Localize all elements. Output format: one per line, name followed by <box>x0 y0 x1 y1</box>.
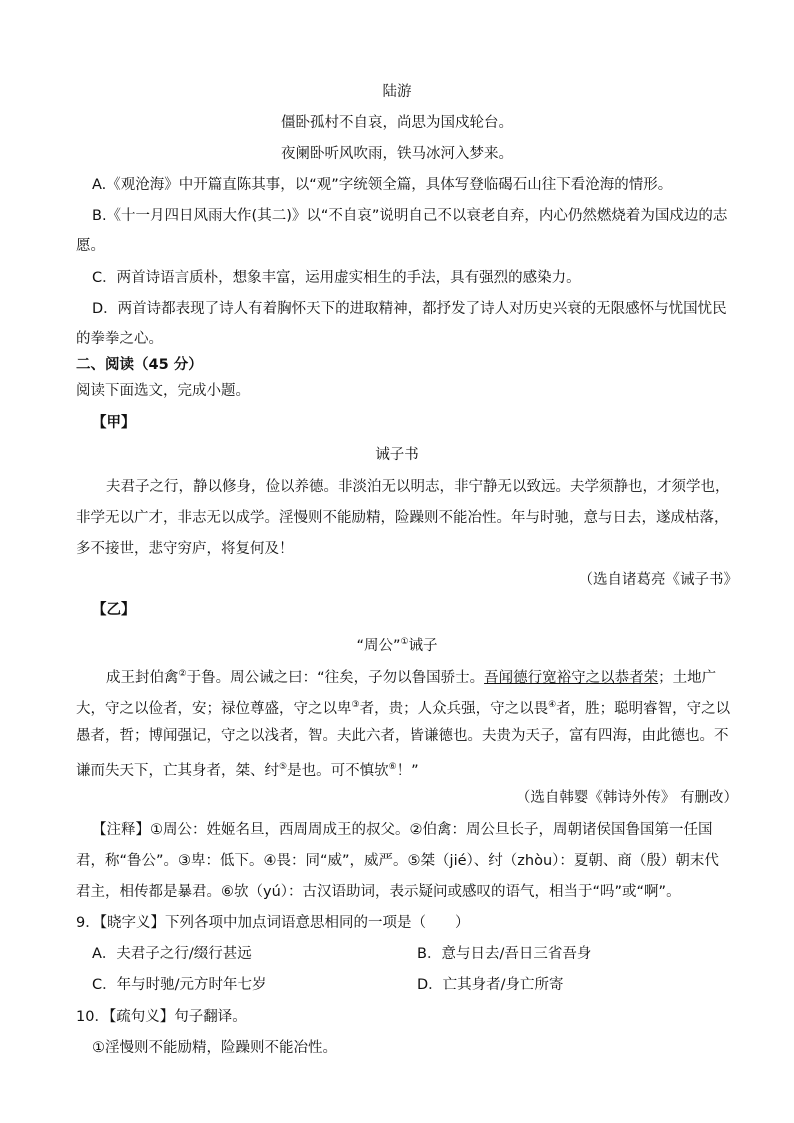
question-9-stem: 9．【晓字义】下列各项中加点词语意思相同的一项是（ ） <box>76 915 470 931</box>
option-d-line-2: 的拳拳之心。 <box>76 331 163 347</box>
passage-yi-paragraph-line-3: 愚者，哲；博闻强记，守之以浅者，智。夫此六者，皆谦德也。夫贵为天子，富有四海，由此德也。不 <box>76 728 729 744</box>
passage-yi-paragraph-line-1: 成王封伯禽②于鲁。周公诫之曰：“往矣，子勿以鲁国骄士。吾闻德行宽裕守之以恭者荣；土地广 <box>106 669 717 686</box>
section-instruction: 阅读下面选文，完成小题。 <box>76 383 250 399</box>
option-b-line-2: 愿。 <box>76 238 105 254</box>
poem-line-2: 夜阑卧听风吹雨，铁马冰河入梦来。 <box>281 146 513 162</box>
passage-yi-paragraph-line-4: 谦而失天下，亡其身者，桀、纣⑤是也。可不慎欤⑥！” <box>76 762 419 779</box>
passage-yi-source: （选自韩婴《韩诗外传》 有删改） <box>515 790 738 806</box>
annotation-line-1: 【注释】①周公：姓姬名旦，西周周成王的叔父。②伯禽：周公旦长子，周朝诸侯国鲁国第一任国 <box>92 822 713 838</box>
annotation-line-2: 君，称“鲁公”。③卑：低下。④畏：同“威”，威严。⑤桀（jié）、纣（zhòu）：夏朝、商（殷）朝末代 <box>76 853 719 869</box>
question-10-item-1: ①淫慢则不能励精，险躁则不能冶性。 <box>92 1040 337 1056</box>
passage-jia-source: （选自诸葛亮《诫子书》 <box>578 572 738 588</box>
passage-yi-paragraph-line-2: 大，守之以俭者，安；禄位尊盛，守之以卑③者，贵；人众兵强，守之以畏④者，胜；聪明睿智，守之以 <box>76 700 731 717</box>
question-9-option-b: B．意与日去/吾日三省吾身 <box>417 946 592 962</box>
option-c: C．两首诗语言质朴，想象丰富，运用虚实相生的手法，具有强烈的感染力。 <box>92 270 581 286</box>
question-9-option-d: D．亡其身者/身亡所寄 <box>417 977 564 993</box>
option-d-line-1: D．两首诗都表现了诗人有着胸怀天下的进取精神，都抒发了诗人对历史兴衰的无限感怀与忧国忧民 <box>92 301 727 317</box>
question-9-option-a: A．夫君子之行/缀行甚远 <box>92 946 252 962</box>
question-10-stem: 10．【疏句义】句子翻译。 <box>76 1009 247 1025</box>
passage-yi-title: “周公”①诫子 <box>356 637 438 654</box>
annotation-line-3: 君主，相传都是暴君。⑥欤（yú）：古汉语助词，表示疑问或感叹的语气，相当于“吗”或“啊”。 <box>76 884 681 900</box>
section-heading: 二、阅读（45 分） <box>76 357 203 373</box>
passage-jia-paragraph-line-1: 夫君子之行，静以修身，俭以养德。非淡泊无以明志，非宁静无以致远。夫学须静也，才须学也， <box>106 479 730 495</box>
passage-jia-paragraph-line-2: 非学无以广才，非志无以成学。淫慢则不能励精，险躁则不能冶性。年与时驰，意与日去，遂成枯落， <box>76 510 729 526</box>
option-a: A.《观沧海》中开篇直陈其事，以“观”字统领全篇，具体写登临碣石山往下看沧海的情形。 <box>92 177 673 193</box>
poem-author: 陆游 <box>382 84 412 100</box>
option-b-line-1: B.《十一月四日风雨大作(其二)》以“不自哀”说明自己不以衰老自弃，内心仍然燃烧着为国戍边的志 <box>92 208 728 224</box>
passage-yi-marker: 【乙】 <box>92 602 136 618</box>
passage-jia-paragraph-line-3: 多不接世，悲守穷庐，将复何及！ <box>76 541 294 557</box>
passage-jia-title: 诫子书 <box>375 447 419 463</box>
poem-line-1: 僵卧孤村不自哀，尚思为国戍轮台。 <box>281 115 513 131</box>
passage-jia-marker: 【甲】 <box>92 415 136 431</box>
question-9-option-c: C．年与时驰/元方时年七岁 <box>92 977 267 993</box>
underlined-sentence: 吾闻德行宽裕守之以恭者荣 <box>484 670 659 686</box>
